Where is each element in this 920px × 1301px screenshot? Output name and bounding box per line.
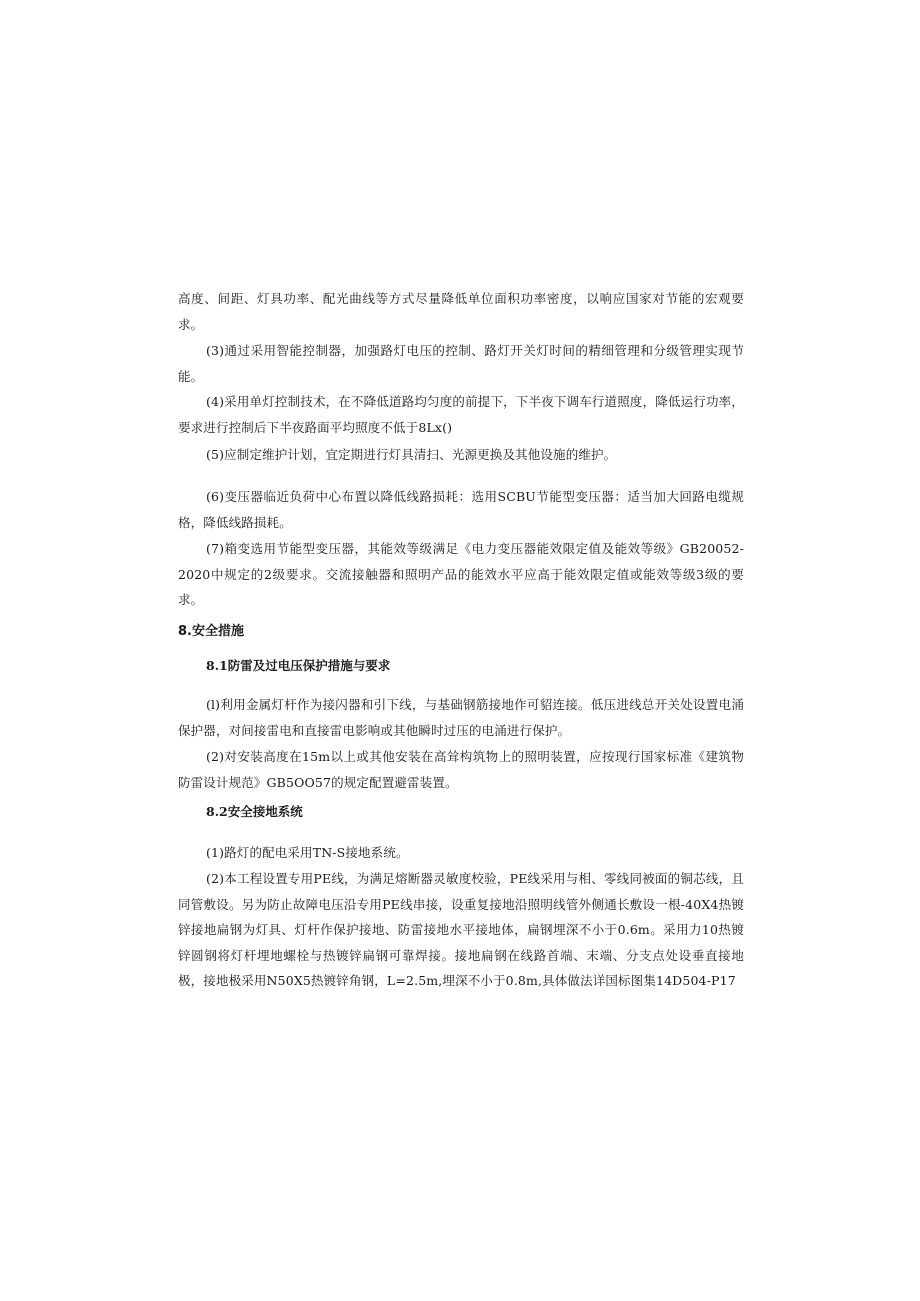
paragraph-energy-saving-intro: 高度、间距、灯具功率、配光曲线等方式尽量降低单位面积功率密度，以响应国家对节能的宏观要求。 (178, 291, 744, 332)
paragraph-item-7: (7)箱变选用节能型变压器，其能效等级满足《电力变压器能效限定值及能效等级》GB20052-2020中规定的2级要求。交流接触器和照明产品的能效水平应高于能效限定值或能效等级3级的要求。 (178, 541, 744, 607)
subsection-title-grounding: 8.2安全接地系统 (206, 804, 303, 819)
paragraph-item-3: (3)通过采用智能控制器，加强路灯电压的控制、路灯开关灯时间的精细管理和分级管理实现节能。 (178, 343, 744, 384)
paragraph-lightning-2: (2)对安装高度在15m以上或其他安装在高耸构筑物上的照明装置，应按现行国家标准《建筑物防雷设计规范》GB5OO57的规定配置避雷装置。 (178, 749, 744, 790)
section-title-safety: 8.安全措施 (178, 624, 244, 639)
paragraph-grounding-2: (2)本工程设置专用PE线，为满足熔断器灵敏度校验，PE线采用与相、零线同被面的铜芯线，且同管敷设。另为防止故障电压沿专用PE线串接，设重复接地沿照明线管外侧通长敷设一根-40X4热镀锌接地扁钢为灯具、灯杆作保护接地、防雷接地水平接地体，扁钢埋深不小于0.6m。采用力10热镀锌圆钢将灯杆埋地螺栓与热镀锌扁钢可靠焊接。接地扁钢在线路首端、末端、分支点处设垂直接地极，接地极采用N50X5热镀锌角钢，L=2.5m,埋深不小于0.8m,具体做法详国标图集14D504-P17 (178, 871, 744, 988)
paragraph-item-6: (6)变压器临近负荷中心布置以降低线路损耗：选用SCBU节能型变压器：适当加大回路电缆规格，降低线路损耗。 (178, 489, 744, 530)
paragraph-grounding-1: (1)路灯的配电采用TN-S接地系统。 (206, 845, 409, 860)
subsection-title-lightning: 8.1防雷及过电压保护措施与要求 (206, 658, 391, 673)
paragraph-item-5: (5)应制定维护计划，宜定期进行灯具清扫、光源更换及其他设施的维护。 (206, 447, 617, 462)
paragraph-item-4: (4)采用单灯控制技术，在不降低道路均匀度的前提下，下半夜下调车行道照度，降低运行功率，要求进行控制后下半夜路面平均照度不低于8Lx() (178, 394, 744, 435)
paragraph-lightning-1: (l)利用金属灯杆作为接闪器和引下线，与基础钢筋接地作可貂连接。低压进线总开关处设置电涌保护器，对间接雷电和直接雷电影响或其他瞬时过压的电涌进行保护。 (178, 697, 744, 738)
